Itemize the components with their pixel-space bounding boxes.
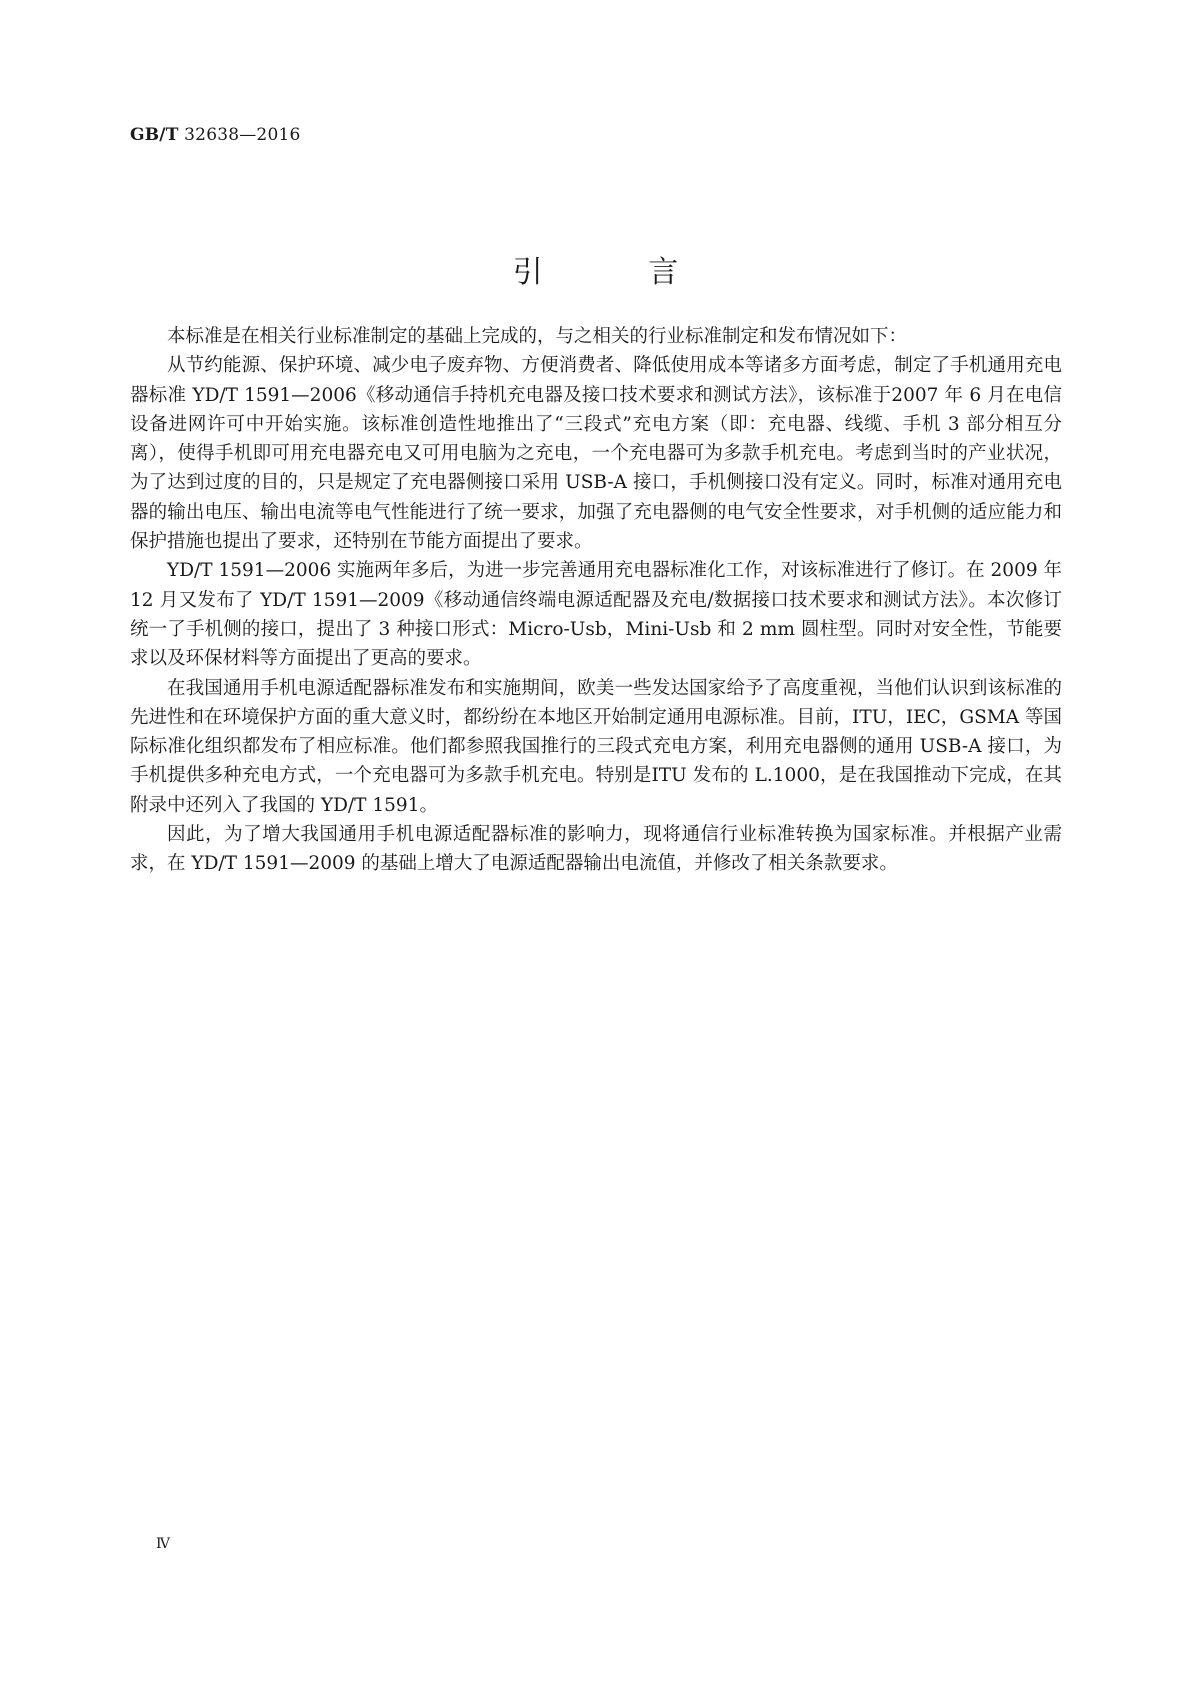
- paragraph: YD/T 1591—2006 实施两年多后，为进一步完善通用充电器标准化工作，对该标准进行了修订。在 2009 年 12 月又发布了 YD/T 1591—2009《移动通信终端电源适配器及充电/数据接口技术要求和测试方法》。本次修订统一了手机侧的接口，提出了 3 种接口形式：Micro-Usb，Mini-Usb 和 2 mm 圆柱型。同时对安全性，节能要求以及环保材料等方面提出了更高的要求。: [130, 560, 1062, 670]
- standard-number: 32638—2016: [184, 125, 301, 145]
- paragraph: 从节约能源、保护环境、减少电子废弃物、方便消费者、降低使用成本等诸多方面考虑，制定了手机通用充电器标准 YD/T 1591—2006《移动通信手持机充电器及接口技术要求和测试方法》，该标准于2007 年 6 月在电信设备进网许可中开始实施。该标准创造性地推出了“三段式”充电方案（即：充电器、线缆、手机 3 部分相互分离），使得手机即可用充电器充电又可用电脑为之充电，一个充电器可为多款手机充电。考虑到当时的产业状况，为了达到过度的目的，只是规定了充电器侧接口采用 USB-A 接口，手机侧接口没有定义。同时，标准对通用充电器的输出电压、输出电流等电气性能进行了统一要求，加强了充电器侧的电气安全性要求，对手机侧的适应能力和保护措施也提出了要求，还特别在节能方面提出了要求。: [130, 355, 1062, 553]
- page-number: Ⅳ: [156, 1536, 170, 1552]
- standard-prefix: GB/T: [130, 125, 179, 145]
- standard-code: [130, 125, 301, 145]
- paragraph: 在我国通用手机电源适配器标准发布和实施期间，欧美一些发达国家给予了高度重视，当他们认识到该标准的先进性和在环境保护方面的重大意义时，都纷纷在本地区开始制定通用电源标准。目前，ITU，IEC，GSMA 等国际标准化组织都发布了相应标准。他们都参照我国推行的三段式充电方案，利用充电器侧的通用 USB-A 接口，为手机提供多种充电方式，一个充电器可为多款手机充电。特别是ITU 发布的 L.1000，是在我国推动下完成，在其附录中还列入了我国的 YD/T 1591。: [130, 677, 1062, 816]
- paragraph: 因此，为了增大我国通用手机电源适配器标准的影响力，现将通信行业标准转换为国家标准。并根据产业需求，在 YD/T 1591—2009 的基础上增大了电源适配器输出电流值，并修改了相关条款要求。: [130, 824, 1062, 875]
- paragraph: 本标准是在相关行业标准制定的基础上完成的，与之相关的行业标准制定和发布情况如下：: [167, 326, 908, 347]
- page-title: 引 言: [512, 255, 727, 291]
- introduction-body: [130, 322, 1062, 879]
